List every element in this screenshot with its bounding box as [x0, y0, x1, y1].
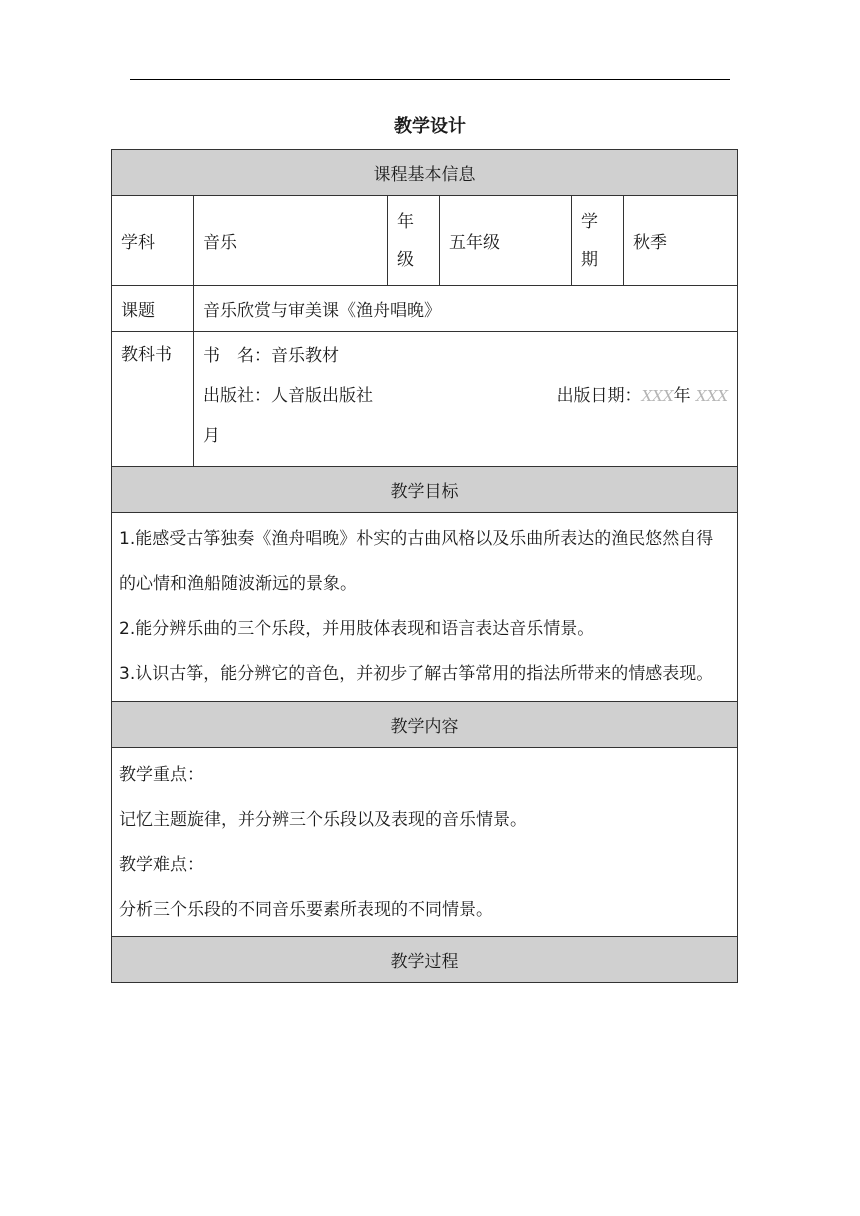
- objective-item: 2.能分辨乐曲的三个乐段，并用肢体表现和语言表达音乐情景。: [119, 619, 595, 639]
- month-line: [203, 416, 728, 456]
- objectives-body: [112, 513, 738, 702]
- section-header-process: [112, 937, 738, 983]
- topic-row: [112, 286, 738, 332]
- pub-date-label: 出版日期：: [556, 386, 642, 406]
- section-header-objectives: [112, 467, 738, 513]
- content-body: [112, 748, 738, 937]
- subject-label: 学科: [112, 196, 194, 286]
- section-title: 教学内容: [112, 702, 738, 748]
- topic-label: 课题: [112, 286, 194, 332]
- info-row: [112, 196, 738, 286]
- difficulty-text: 分析三个乐段的不同音乐要素所表现的不同情景。: [119, 900, 493, 920]
- subject-value: 音乐: [194, 196, 388, 286]
- pub-date: [557, 376, 729, 416]
- term-label: [572, 196, 624, 286]
- section-header-basic-info: [112, 150, 738, 196]
- difficulty-label: 教学难点：: [119, 855, 204, 875]
- book-name-line: [203, 336, 728, 376]
- textbook-label: 教科书: [112, 332, 194, 467]
- content-row: [112, 748, 738, 937]
- book-name-label: 书 名：: [203, 346, 271, 366]
- month-placeholder: XXX: [696, 387, 729, 405]
- key-points-label: 教学重点：: [119, 765, 204, 785]
- term-label-line-2: 期: [581, 249, 598, 270]
- publisher-line: [203, 376, 728, 416]
- objective-item: 1.能感受古筝独奏《渔舟唱晚》朴实的古曲风格以及乐曲所表达的渔民悠然自得的心情和渔船随波渐远的景象。: [119, 529, 714, 594]
- term-value: 秋季: [624, 196, 738, 286]
- section-title: 课程基本信息: [112, 150, 738, 196]
- grade-label-line-2: 级: [397, 249, 414, 270]
- year-char: 年: [673, 386, 691, 406]
- term-label-line-1: 学: [581, 211, 598, 232]
- section-title: 教学目标: [112, 467, 738, 513]
- month-char: 月: [203, 426, 220, 446]
- section-title: 教学过程: [112, 937, 738, 983]
- grade-label-line-1: 年: [397, 211, 414, 232]
- year-placeholder: XXX: [641, 387, 674, 405]
- objective-item: 3.认识古筝，能分辨它的音色，并初步了解古筝常用的指法所带来的情感表现。: [119, 664, 714, 684]
- lesson-table: [111, 149, 738, 983]
- key-points-text: 记忆主题旋律，并分辨三个乐段以及表现的音乐情景。: [119, 810, 527, 830]
- grade-value: 五年级: [440, 196, 572, 286]
- textbook-row: [112, 332, 738, 467]
- grade-label: [388, 196, 440, 286]
- section-header-content: [112, 702, 738, 748]
- publisher-text: 出版社：人音版出版社: [203, 386, 373, 406]
- document-title: 教学设计: [394, 116, 466, 137]
- book-name-value: 音乐教材: [271, 346, 339, 366]
- objectives-row: [112, 513, 738, 702]
- header-rule: [130, 79, 730, 80]
- textbook-details: [194, 332, 738, 467]
- topic-value: 音乐欣赏与审美课《渔舟唱晚》: [194, 286, 738, 332]
